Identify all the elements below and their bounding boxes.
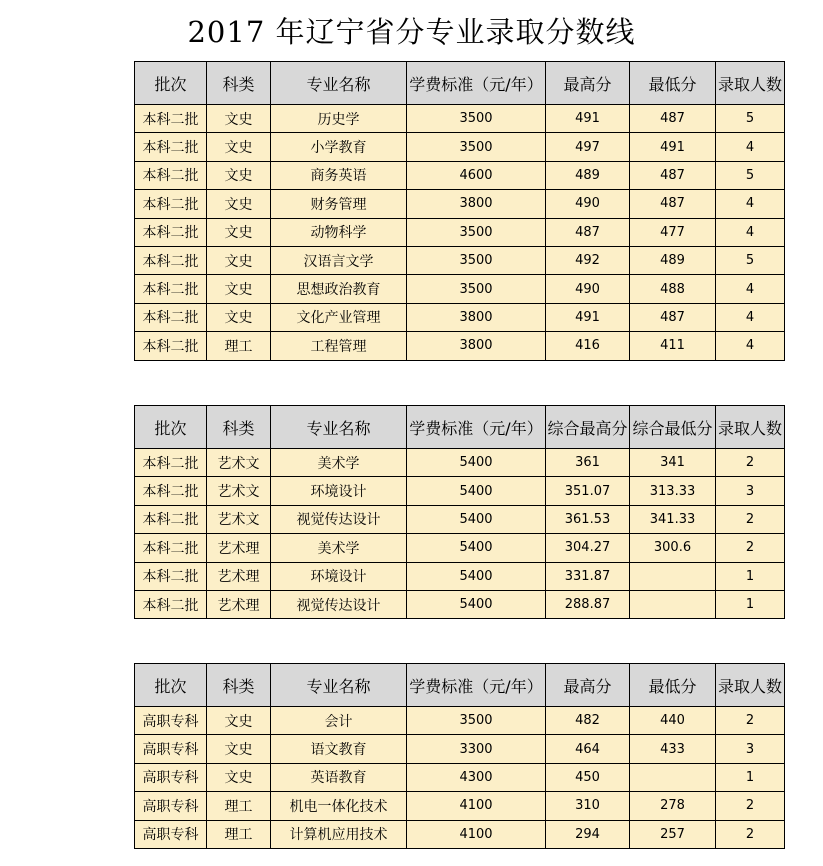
table-cell: 4 [716,303,785,331]
table-cell: 3500 [407,707,546,735]
table-cell: 高职专科 [135,763,207,791]
table-cell: 会计 [271,707,407,735]
table-cell: 464 [546,735,630,763]
table-cell: 450 [546,763,630,791]
table-cell: 文史 [207,161,271,189]
table-cell: 本科二批 [135,562,207,590]
column-header: 录取人数 [716,406,785,449]
table-cell: 本科二批 [135,505,207,533]
table-cell: 288.87 [546,590,630,618]
table-cell: 490 [546,275,630,303]
admission-table-art [134,405,785,619]
admission-table-undergrad [134,61,785,361]
table-cell: 487 [630,105,716,133]
table-cell: 440 [630,707,716,735]
table-row [135,735,785,763]
table-cell: 动物科学 [271,218,407,246]
column-header: 科类 [207,406,271,449]
table-cell: 艺术理 [207,590,271,618]
table-cell: 3 [716,735,785,763]
table-cell: 5400 [407,590,546,618]
table-cell: 490 [546,190,630,218]
table-cell: 视觉传达设计 [271,590,407,618]
page-title: 2017 年辽宁省分专业录取分数线 [187,15,636,49]
table-cell: 文史 [207,246,271,274]
table-cell: 本科二批 [135,477,207,505]
column-header: 综合最低分 [630,406,716,449]
table-cell: 351.07 [546,477,630,505]
table-cell: 艺术理 [207,534,271,562]
table-cell: 文史 [207,218,271,246]
table-header-row [135,406,785,449]
column-header: 学费标准（元/年） [407,62,546,105]
table-cell: 本科二批 [135,590,207,618]
table-cell: 341 [630,449,716,477]
column-header: 科类 [207,664,271,707]
table-cell: 高职专科 [135,707,207,735]
table-cell: 4 [716,218,785,246]
table-row [135,105,785,133]
table-row [135,133,785,161]
table-row [135,246,785,274]
table-cell: 本科二批 [135,161,207,189]
table-cell: 487 [630,303,716,331]
table-cell: 本科二批 [135,275,207,303]
table-cell: 工程管理 [271,332,407,360]
table-row [135,477,785,505]
table-cell: 488 [630,275,716,303]
table-cell: 2 [716,792,785,820]
table-row [135,820,785,848]
table-cell: 美术学 [271,534,407,562]
table-cell: 文史 [207,303,271,331]
column-header: 录取人数 [716,664,785,707]
table-cell: 3500 [407,133,546,161]
column-header: 批次 [135,664,207,707]
table-row [135,190,785,218]
table-cell: 2 [716,820,785,848]
table-cell: 4 [716,190,785,218]
table-cell: 美术学 [271,449,407,477]
table-cell: 高职专科 [135,820,207,848]
table-cell: 313.33 [630,477,716,505]
table-cell: 3800 [407,303,546,331]
table-cell: 本科二批 [135,246,207,274]
table-cell: 3500 [407,275,546,303]
table-row [135,707,785,735]
table-cell: 4 [716,332,785,360]
table-header-row [135,62,785,105]
table-row [135,505,785,533]
table-cell: 5400 [407,534,546,562]
table-cell: 487 [546,218,630,246]
table-cell: 财务管理 [271,190,407,218]
table-cell: 3 [716,477,785,505]
table-cell: 本科二批 [135,303,207,331]
table-cell: 文史 [207,190,271,218]
table-cell: 2 [716,505,785,533]
table-cell: 2 [716,534,785,562]
table-cell: 1 [716,562,785,590]
table-cell: 思想政治教育 [271,275,407,303]
table-cell: 文史 [207,735,271,763]
table-cell: 5 [716,161,785,189]
table-row [135,332,785,360]
table-cell: 艺术文 [207,505,271,533]
table-cell: 2 [716,707,785,735]
column-header: 专业名称 [271,406,407,449]
column-header: 专业名称 [271,62,407,105]
table-cell: 4100 [407,792,546,820]
table-cell: 492 [546,246,630,274]
table-cell: 3500 [407,218,546,246]
column-header: 最低分 [630,62,716,105]
table-cell: 本科二批 [135,449,207,477]
table-cell: 300.6 [630,534,716,562]
table-row [135,534,785,562]
table-cell [630,763,716,791]
table-cell: 本科二批 [135,218,207,246]
admission-table-vocational [134,663,785,849]
table-cell: 487 [630,161,716,189]
table-cell: 331.87 [546,562,630,590]
table-cell: 艺术理 [207,562,271,590]
column-header: 专业名称 [271,664,407,707]
table-cell: 本科二批 [135,133,207,161]
table-cell: 416 [546,332,630,360]
table-cell: 3800 [407,190,546,218]
column-header: 批次 [135,62,207,105]
table-row [135,218,785,246]
table-cell: 汉语言文学 [271,246,407,274]
table-cell: 278 [630,792,716,820]
table-cell: 491 [630,133,716,161]
table-cell: 433 [630,735,716,763]
table-cell: 英语教育 [271,763,407,791]
table-cell: 4 [716,275,785,303]
table-cell: 491 [546,303,630,331]
table-cell: 机电一体化技术 [271,792,407,820]
table-cell: 本科二批 [135,105,207,133]
table-cell: 视觉传达设计 [271,505,407,533]
table-cell: 艺术文 [207,449,271,477]
table-cell: 1 [716,590,785,618]
table-row [135,562,785,590]
table-row [135,792,785,820]
table-cell: 2 [716,449,785,477]
table-cell: 5400 [407,562,546,590]
table-cell: 4600 [407,161,546,189]
table-row [135,303,785,331]
table-cell: 3500 [407,246,546,274]
table-cell: 4300 [407,763,546,791]
table-cell: 3800 [407,332,546,360]
table-cell: 本科二批 [135,190,207,218]
table-cell: 环境设计 [271,562,407,590]
table-cell: 310 [546,792,630,820]
table-cell: 文史 [207,133,271,161]
table-cell: 257 [630,820,716,848]
table-cell: 411 [630,332,716,360]
table-row [135,161,785,189]
table-row [135,590,785,618]
table-cell: 高职专科 [135,735,207,763]
table-cell: 文史 [207,763,271,791]
table-cell: 5400 [407,449,546,477]
column-header: 最高分 [546,62,630,105]
table-cell: 语文教育 [271,735,407,763]
table-cell: 5400 [407,477,546,505]
table-row [135,275,785,303]
table-cell: 本科二批 [135,534,207,562]
table-cell: 1 [716,763,785,791]
column-header: 学费标准（元/年） [407,406,546,449]
table-cell: 497 [546,133,630,161]
table-cell: 477 [630,218,716,246]
table-cell: 理工 [207,332,271,360]
table-cell: 历史学 [271,105,407,133]
table-cell: 3300 [407,735,546,763]
column-header: 综合最高分 [546,406,630,449]
column-header: 最高分 [546,664,630,707]
table-cell: 5 [716,246,785,274]
table-cell: 文史 [207,105,271,133]
table-cell: 489 [546,161,630,189]
table-cell: 361 [546,449,630,477]
column-header: 批次 [135,406,207,449]
table-cell: 491 [546,105,630,133]
table-cell: 4100 [407,820,546,848]
table-cell: 本科二批 [135,332,207,360]
table-header-row [135,664,785,707]
table-cell: 文史 [207,275,271,303]
table-cell: 3500 [407,105,546,133]
column-header: 学费标准（元/年） [407,664,546,707]
table-cell: 487 [630,190,716,218]
column-header: 录取人数 [716,62,785,105]
table-cell: 482 [546,707,630,735]
table-cell [630,562,716,590]
table-cell: 304.27 [546,534,630,562]
table-cell: 294 [546,820,630,848]
table-cell: 商务英语 [271,161,407,189]
table-cell: 小学教育 [271,133,407,161]
table-cell: 环境设计 [271,477,407,505]
table-cell: 高职专科 [135,792,207,820]
table-cell: 341.33 [630,505,716,533]
table-cell: 计算机应用技术 [271,820,407,848]
column-header: 科类 [207,62,271,105]
table-cell: 4 [716,133,785,161]
table-row [135,449,785,477]
table-cell: 489 [630,246,716,274]
table-cell: 理工 [207,792,271,820]
table-cell: 5 [716,105,785,133]
table-cell [630,590,716,618]
column-header: 最低分 [630,664,716,707]
table-cell: 艺术文 [207,477,271,505]
table-cell: 361.53 [546,505,630,533]
table-cell: 文化产业管理 [271,303,407,331]
table-cell: 5400 [407,505,546,533]
table-row [135,763,785,791]
table-cell: 理工 [207,820,271,848]
table-cell: 文史 [207,707,271,735]
